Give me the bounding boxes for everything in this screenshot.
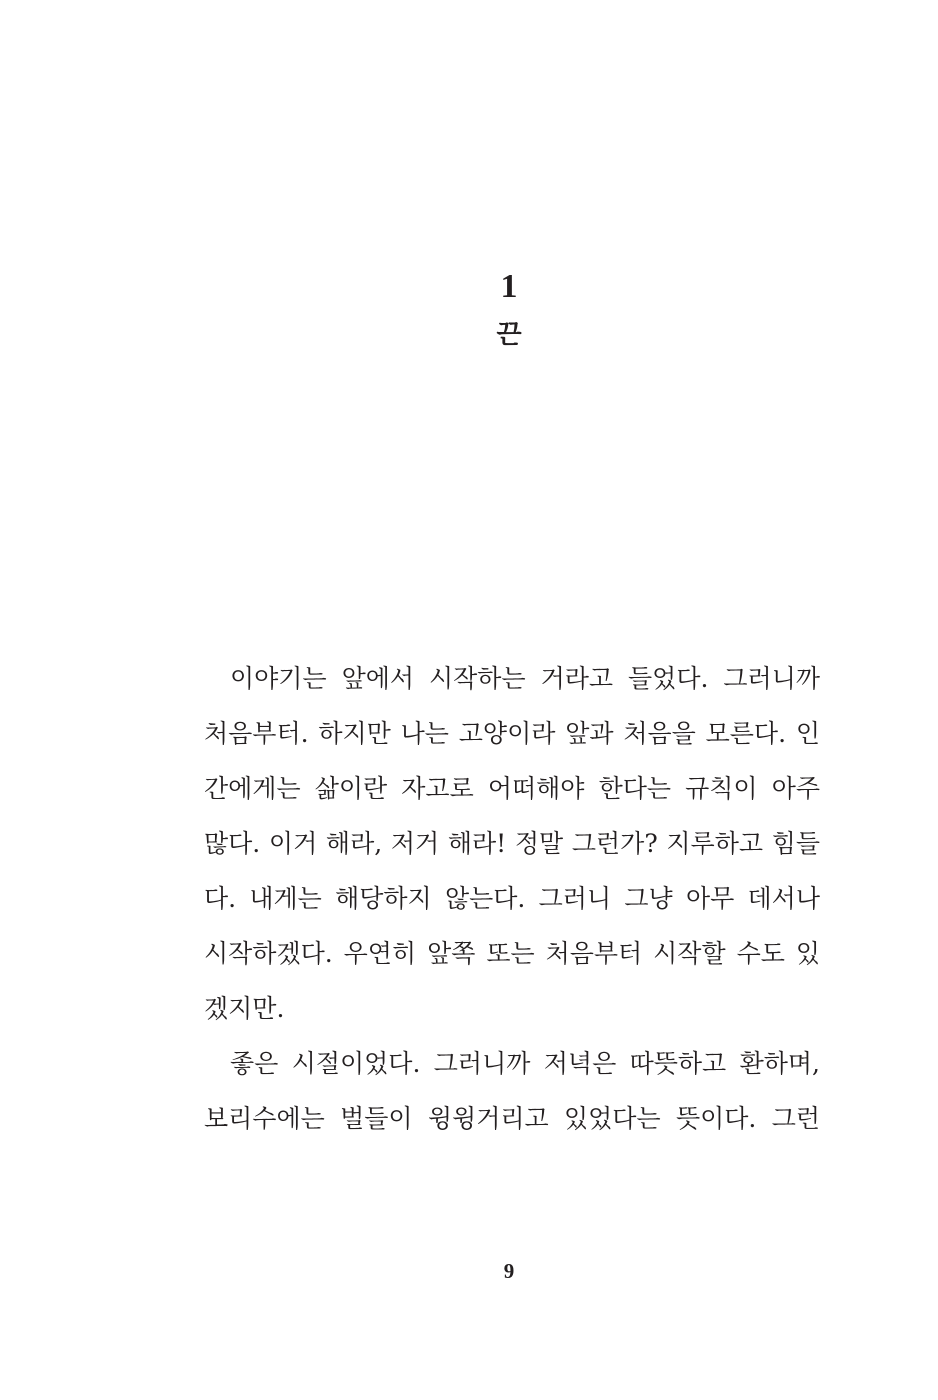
text-line: 많다. 이거 해라, 저거 해라! 정말 그런가? 지루하고 힘들 — [204, 829, 820, 858]
text-line: 다. 내게는 해당하지 않는다. 그러니 그냥 아무 데서나 — [204, 884, 820, 913]
paragraph-2 — [204, 1036, 820, 1146]
text-line: 시작하겠다. 우연히 앞쪽 또는 처음부터 시작할 수도 있 — [204, 939, 820, 968]
text-line: 보리수에는 벌들이 윙윙거리고 있었다는 뜻이다. 그런 — [204, 1104, 820, 1133]
text-line: 좋은 시절이었다. 그러니까 저녁은 따뜻하고 환하며, — [230, 1049, 820, 1078]
text-line: 이야기는 앞에서 시작하는 거라고 들었다. 그러니까 — [230, 664, 820, 693]
text-line: 처음부터. 하지만 나는 고양이라 앞과 처음을 모른다. 인 — [204, 719, 820, 748]
page-number: 9 — [503, 1259, 515, 1283]
paragraph-1 — [204, 651, 820, 1036]
text-line: 겠지만. — [204, 994, 285, 1023]
text-line: 간에게는 삶이란 자고로 어떠해야 한다는 규칙이 아주 — [204, 774, 820, 803]
chapter-number: 1 — [500, 268, 518, 305]
body-text — [204, 651, 820, 1146]
chapter-title: 끈 — [496, 320, 522, 350]
